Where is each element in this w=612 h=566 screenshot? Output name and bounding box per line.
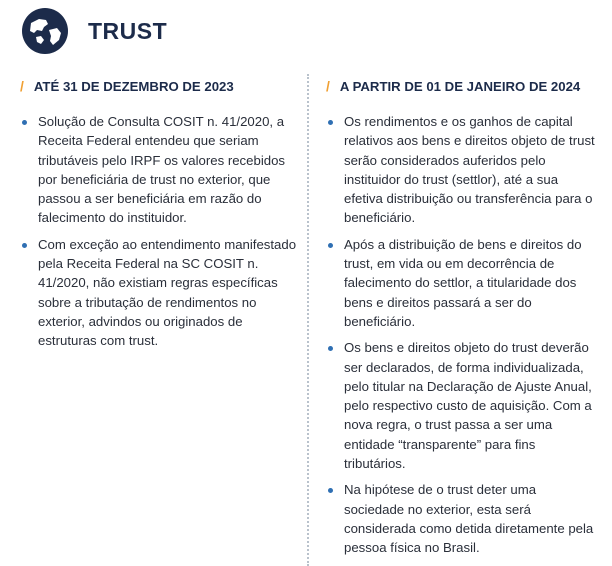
header	[22, 8, 167, 54]
column-heading-right	[326, 78, 596, 94]
column-divider	[307, 74, 309, 566]
list-item: Solução de Consulta COSIT n. 41/2020, a Receita Federal entendeu que seriam tributáveis pelo IRPF os valores recebidos por beneficiária de trust no exterior, que passou a ser beneficiária em razão do falecimento do instituidor.	[20, 112, 302, 228]
globe-icon	[22, 8, 68, 54]
heading-slash-mark: /	[326, 78, 330, 94]
list-item: Os bens e direitos objeto do trust deverão ser declarados, de forma individualizada, pelo titular na Declaração de Ajuste Anual, pelo respectivo custo de aquisição. Com a nova regra, o trust passa a ser uma entidade “transparente” para fins tributários.	[326, 338, 596, 473]
list-item: Após a distribuição de bens e direitos do trust, em vida ou em decorrência de falecimento do settlor, a titularidade dos bens e direitos passará a ser do beneficiário.	[326, 235, 596, 331]
column-before-2024	[20, 78, 302, 358]
bullet-dot-icon	[328, 243, 333, 248]
bullet-dot-icon	[328, 120, 333, 125]
bullet-list-right	[326, 112, 596, 558]
bullet-dot-icon	[328, 488, 333, 493]
column-heading-left	[20, 78, 302, 94]
bullet-dot-icon	[328, 346, 333, 351]
page-title: TRUST	[88, 17, 168, 44]
list-item: Os rendimentos e os ganhos de capital relativos aos bens e direitos objeto de trust serão considerados auferidos pelo instituidor do trust (settlor), até a sua efetiva distribuição ou transferência para o beneficiário.	[326, 112, 596, 228]
column-heading-text: ATÉ 31 DE DEZEMBRO DE 2023	[33, 78, 234, 94]
bullet-dot-icon	[22, 243, 27, 248]
heading-slash-mark: /	[20, 78, 24, 94]
list-item: Na hipótese de o trust deter uma sociedade no exterior, esta será considerada como detida diretamente pela pessoa física no Brasil.	[326, 480, 596, 557]
list-item: Com exceção ao entendimento manifestado pela Receita Federal na SC COSIT n. 41/2020, não existiam regras específicas sobre a tributação de rendimentos no exterior, advindos ou originados de estruturas com trust.	[20, 235, 302, 351]
column-from-2024	[326, 78, 596, 565]
bullet-dot-icon	[22, 120, 27, 125]
bullet-list-left	[20, 112, 302, 351]
column-heading-text: A PARTIR DE 01 DE JANEIRO DE 2024	[339, 78, 581, 94]
